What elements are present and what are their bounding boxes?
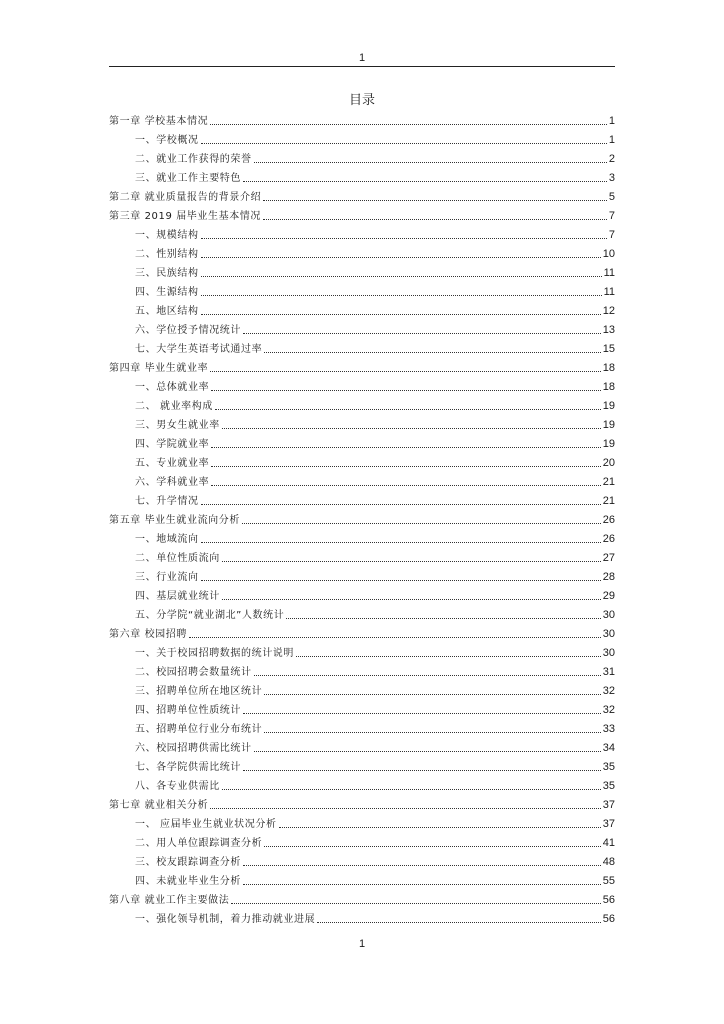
dot-leader [243, 864, 601, 866]
toc-entry-page-number: 33 [602, 723, 615, 735]
toc-section-entry[interactable] [109, 869, 615, 888]
toc-entry-label: 第八章 就业工作主要做法 [109, 895, 230, 906]
toc-chapter-entry[interactable] [109, 508, 615, 527]
toc-entry-page-number: 28 [602, 571, 615, 583]
toc-entry-label: 二、性别结构 [135, 249, 199, 260]
toc-section-entry[interactable] [109, 774, 615, 793]
toc-entry-label: 五、分学院“就业湖北”人数统计 [135, 610, 285, 621]
toc-entry-page-number: 26 [602, 533, 615, 545]
dot-leader [264, 351, 601, 353]
toc-entry-page-number: 21 [602, 476, 615, 488]
toc-entry-page-number: 20 [602, 457, 615, 469]
dot-leader [263, 218, 607, 220]
toc-entry-page-number: 19 [602, 438, 615, 450]
toc-section-entry[interactable] [109, 470, 615, 489]
dot-leader [254, 750, 601, 752]
toc-section-entry[interactable] [109, 147, 615, 166]
toc-entry-page-number: 7 [608, 229, 615, 241]
toc-entry-label: 一、学校概况 [135, 135, 199, 146]
dot-leader [210, 123, 607, 125]
toc-entry-label: 三、校友跟踪调查分析 [135, 857, 241, 868]
toc-entry-label: 三、民族结构 [135, 268, 199, 279]
dot-leader [263, 199, 607, 201]
toc-entry-page-number: 32 [602, 685, 615, 697]
toc-entry-page-number: 35 [602, 761, 615, 773]
toc-chapter-entry[interactable] [109, 204, 615, 223]
toc-section-entry[interactable] [109, 698, 615, 717]
toc-section-entry[interactable] [109, 717, 615, 736]
dot-leader [211, 465, 601, 467]
dot-leader [296, 655, 601, 657]
toc-entry-page-number: 15 [602, 343, 615, 355]
toc-entry-label: 七、各学院供需比统计 [135, 762, 241, 773]
dot-leader [201, 142, 607, 144]
toc-entry-label: 四、学院就业率 [135, 439, 210, 450]
toc-section-entry[interactable] [109, 375, 615, 394]
toc-section-entry[interactable] [109, 261, 615, 280]
dot-leader [201, 579, 601, 581]
dot-leader [201, 294, 602, 296]
toc-entry-page-number: 5 [608, 191, 615, 203]
toc-entry-page-number: 30 [602, 609, 615, 621]
toc-chapter-entry[interactable] [109, 356, 615, 375]
toc-entry-label: 四、招聘单位性质统计 [135, 705, 241, 716]
toc-section-entry[interactable] [109, 451, 615, 470]
toc-entry-label: 四、生源结构 [135, 287, 199, 298]
toc-entry-label: 第二章 就业质量报告的背景介绍 [109, 192, 262, 203]
toc-entry-page-number: 19 [602, 419, 615, 431]
toc-chapter-entry[interactable] [109, 109, 615, 128]
toc-entry-page-number: 7 [608, 210, 615, 222]
toc-entry-label: 七、大学生英语考试通过率 [135, 344, 263, 355]
dot-leader [215, 408, 601, 410]
toc-title: 目录 [348, 93, 375, 108]
dot-leader [264, 693, 601, 695]
dot-leader [210, 370, 601, 372]
dot-leader [189, 636, 601, 638]
toc-section-entry[interactable] [109, 565, 615, 584]
toc-entry-label: 一、 应届毕业生就业状况分析 [135, 819, 277, 830]
toc-entry-page-number: 29 [602, 590, 615, 602]
toc-section-entry[interactable] [109, 907, 615, 926]
toc-entry-label: 四、基层就业统计 [135, 591, 220, 602]
toc-entry-label: 第四章 毕业生就业率 [109, 363, 209, 374]
toc-entry-page-number: 34 [602, 742, 615, 754]
toc-entry-page-number: 37 [602, 799, 615, 811]
toc-section-entry[interactable] [109, 584, 615, 603]
dot-leader [231, 902, 600, 904]
toc-entry-page-number: 56 [602, 894, 615, 906]
toc-entry-label: 第三章 2019 届毕业生基本情况 [109, 211, 262, 222]
dot-leader [201, 503, 601, 505]
table-of-contents [109, 109, 615, 926]
toc-chapter-entry[interactable] [109, 793, 615, 812]
toc-entry-page-number: 30 [602, 628, 615, 640]
toc-entry-label: 八、各专业供需比 [135, 781, 220, 792]
toc-entry-page-number: 21 [602, 495, 615, 507]
toc-entry-label: 一、强化领导机制，着力推动就业进展 [135, 914, 316, 925]
toc-entry-label: 二、校园招聘会数量统计 [135, 667, 252, 678]
toc-entry-label: 一、总体就业率 [135, 382, 210, 393]
toc-entry-page-number: 35 [602, 780, 615, 792]
toc-section-entry[interactable] [109, 850, 615, 869]
toc-entry-label: 第五章 毕业生就业流向分析 [109, 515, 240, 526]
toc-section-entry[interactable] [109, 755, 615, 774]
toc-entry-label: 三、行业流向 [135, 572, 199, 583]
dot-leader [211, 389, 601, 391]
toc-section-entry[interactable] [109, 489, 615, 508]
toc-entry-page-number: 3 [608, 172, 615, 184]
header-rule [109, 66, 615, 67]
toc-entry-page-number: 11 [603, 286, 615, 298]
footer-page-number: 1 [358, 938, 366, 950]
toc-section-entry[interactable] [109, 603, 615, 622]
toc-section-entry[interactable] [109, 128, 615, 147]
toc-entry-label: 一、地域流向 [135, 534, 199, 545]
dot-leader [279, 826, 601, 828]
toc-entry-label: 二、用人单位跟踪调查分析 [135, 838, 263, 849]
dot-leader [243, 712, 601, 714]
toc-entry-label: 五、招聘单位行业分布统计 [135, 724, 263, 735]
toc-section-entry[interactable] [109, 831, 615, 850]
toc-entry-label: 六、学科就业率 [135, 477, 210, 488]
dot-leader [243, 180, 607, 182]
toc-entry-label: 五、专业就业率 [135, 458, 210, 469]
toc-entry-page-number: 48 [602, 856, 615, 868]
toc-entry-label: 第一章 学校基本情况 [109, 116, 209, 127]
dot-leader [222, 560, 601, 562]
dot-leader [243, 332, 601, 334]
toc-entry-page-number: 37 [602, 818, 615, 830]
dot-leader [254, 674, 601, 676]
toc-entry-label: 第七章 就业相关分析 [109, 800, 209, 811]
toc-section-entry[interactable] [109, 736, 615, 755]
header-page-number: 1 [358, 52, 366, 64]
dot-leader [201, 237, 607, 239]
toc-section-entry[interactable] [109, 394, 615, 413]
dot-leader [264, 845, 601, 847]
dot-leader [222, 427, 601, 429]
toc-entry-label: 五、地区结构 [135, 306, 199, 317]
toc-entry-page-number: 30 [602, 647, 615, 659]
toc-entry-page-number: 18 [602, 381, 615, 393]
dot-leader [254, 161, 607, 163]
toc-section-entry[interactable] [109, 242, 615, 261]
toc-entry-page-number: 19 [602, 400, 615, 412]
dot-leader [201, 256, 601, 258]
toc-entry-page-number: 11 [603, 267, 615, 279]
dot-leader [242, 522, 601, 524]
dot-leader [211, 484, 601, 486]
dot-leader [264, 731, 601, 733]
toc-section-entry[interactable] [109, 432, 615, 451]
toc-section-entry[interactable] [109, 318, 615, 337]
toc-entry-label: 六、校园招聘供需比统计 [135, 743, 252, 754]
toc-entry-page-number: 31 [602, 666, 615, 678]
toc-entry-label: 三、招聘单位所在地区统计 [135, 686, 263, 697]
toc-section-entry[interactable] [109, 812, 615, 831]
toc-entry-label: 七、升学情况 [135, 496, 199, 507]
dot-leader [317, 921, 601, 923]
toc-section-entry[interactable] [109, 299, 615, 318]
toc-section-entry[interactable] [109, 223, 615, 242]
dot-leader [201, 541, 601, 543]
toc-entry-page-number: 2 [608, 153, 615, 165]
toc-entry-page-number: 12 [602, 305, 615, 317]
toc-entry-label: 一、规模结构 [135, 230, 199, 241]
toc-entry-page-number: 41 [602, 837, 615, 849]
toc-entry-label: 三、男女生就业率 [135, 420, 220, 431]
toc-chapter-entry[interactable] [109, 888, 615, 907]
toc-section-entry[interactable] [109, 413, 615, 432]
toc-entry-label: 二、 就业率构成 [135, 401, 213, 412]
toc-entry-label: 一、关于校园招聘数据的统计说明 [135, 648, 294, 659]
toc-entry-label: 四、未就业毕业生分析 [135, 876, 241, 887]
dot-leader [222, 788, 601, 790]
toc-section-entry[interactable] [109, 660, 615, 679]
dot-leader [201, 275, 602, 277]
toc-chapter-entry[interactable] [109, 185, 615, 204]
toc-section-entry[interactable] [109, 280, 615, 299]
toc-entry-page-number: 1 [608, 134, 615, 146]
toc-entry-label: 三、就业工作主要特色 [135, 173, 241, 184]
toc-entry-page-number: 26 [602, 514, 615, 526]
toc-section-entry[interactable] [109, 546, 615, 565]
toc-entry-page-number: 56 [602, 913, 615, 925]
toc-section-entry[interactable] [109, 641, 615, 660]
toc-entry-page-number: 1 [608, 115, 615, 127]
dot-leader [286, 617, 600, 619]
toc-entry-label: 六、学位授予情况统计 [135, 325, 241, 336]
toc-section-entry[interactable] [109, 527, 615, 546]
toc-section-entry[interactable] [109, 166, 615, 185]
dot-leader [210, 807, 601, 809]
toc-chapter-entry[interactable] [109, 622, 615, 641]
toc-entry-page-number: 55 [602, 875, 615, 887]
toc-entry-page-number: 10 [602, 248, 615, 260]
dot-leader [201, 313, 601, 315]
toc-section-entry[interactable] [109, 337, 615, 356]
toc-entry-page-number: 18 [602, 362, 615, 374]
toc-section-entry[interactable] [109, 679, 615, 698]
toc-entry-label: 二、就业工作获得的荣誉 [135, 154, 252, 165]
dot-leader [243, 769, 601, 771]
toc-entry-page-number: 27 [602, 552, 615, 564]
dot-leader [222, 598, 601, 600]
toc-entry-page-number: 13 [602, 324, 615, 336]
dot-leader [243, 883, 601, 885]
dot-leader [211, 446, 601, 448]
toc-entry-page-number: 32 [602, 704, 615, 716]
toc-entry-label: 二、单位性质流向 [135, 553, 220, 564]
toc-entry-label: 第六章 校园招聘 [109, 629, 187, 640]
